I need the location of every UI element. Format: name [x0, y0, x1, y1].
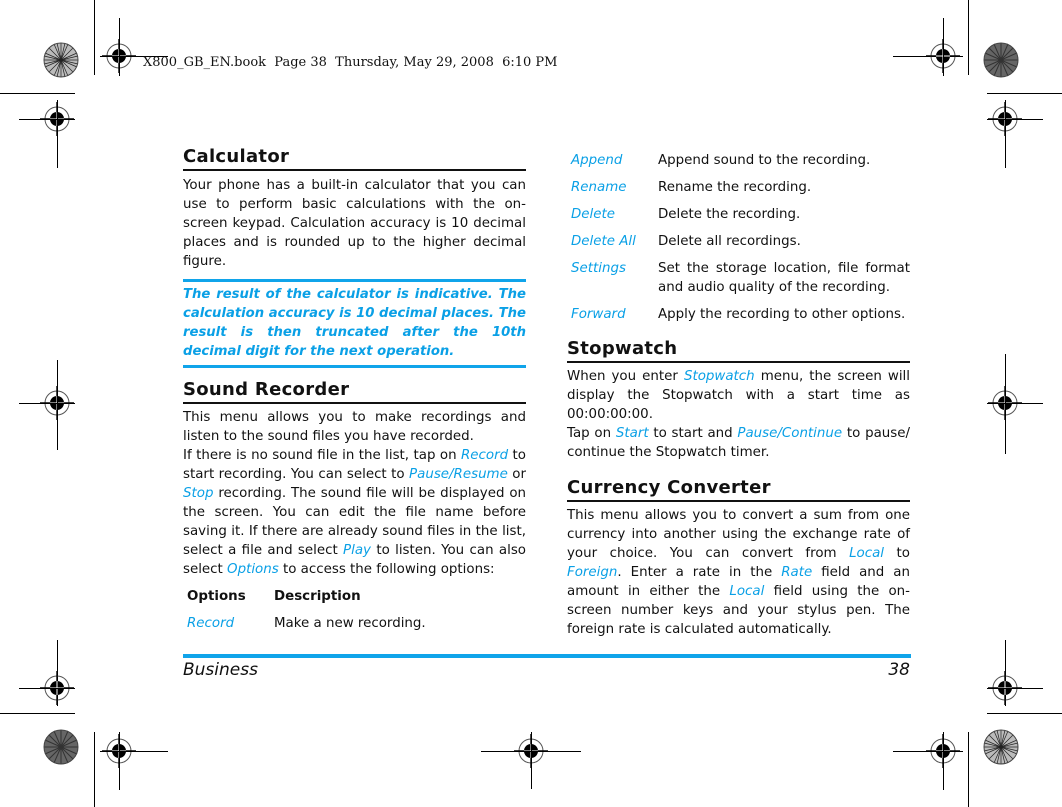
crop-line — [119, 18, 120, 76]
starburst-mark-icon — [983, 42, 1019, 78]
text: . Enter a rate in the — [617, 565, 782, 580]
text: field using the on-screen number keys and your stylus pen. The foreign rate is calculated automatically. — [567, 584, 910, 637]
right-column — [567, 151, 910, 639]
footer-rule — [183, 654, 911, 658]
option-description: Apply the recording to other options. — [658, 307, 906, 322]
calculator-note — [183, 279, 526, 368]
text: or — [507, 467, 526, 482]
option-description: Append sound to the recording. — [658, 153, 871, 168]
text: recording. The sound file will be displayed on the screen. You can edit the file name before saving it. If there are already sound files in the list, select a file and select — [183, 486, 526, 558]
options-keyword: Options — [227, 562, 279, 577]
option-description: Make a new recording. — [274, 616, 426, 631]
starburst-mark-icon — [43, 729, 79, 765]
start-keyword: Start — [615, 426, 649, 441]
slash: / — [449, 467, 454, 482]
options-column-header: Options — [187, 589, 246, 604]
crop-line — [1005, 354, 1006, 454]
sound-recorder-intro: This menu allows you to make recordings and listen to the sound files you have recorded. — [183, 410, 526, 444]
crop-line — [94, 732, 95, 807]
text: to start and — [648, 426, 738, 441]
play-keyword: Play — [343, 543, 371, 558]
crop-line — [19, 119, 75, 120]
crop-line — [968, 0, 969, 75]
footer-section-name: Business — [183, 660, 258, 680]
option-name: Append — [571, 153, 623, 168]
currency-converter-body — [567, 506, 910, 639]
stopwatch-section — [567, 338, 910, 462]
text: to start recording. You can select to — [183, 448, 526, 482]
crop-line — [19, 688, 75, 689]
calculator-note-text: The result of the calculator is indicative. The calculation accuracy is 10 decimal places. The result is then truncated after the 10th decimal digit for the next operation. — [183, 287, 526, 359]
table-row — [571, 259, 910, 297]
crop-line — [987, 93, 1062, 94]
starburst-mark-icon — [43, 42, 79, 78]
sound-recorder-heading: Sound Recorder — [183, 379, 526, 404]
text: If there is no sound file in the list, tap on — [183, 448, 461, 463]
description-column-header: Description — [274, 589, 361, 604]
option-name: Forward — [571, 307, 626, 322]
options-table-header — [187, 587, 526, 606]
currency-converter-heading: Currency Converter — [567, 477, 910, 502]
text: to — [884, 546, 910, 561]
table-row — [187, 614, 526, 633]
crop-line — [19, 403, 75, 404]
text: to access the following options: — [278, 562, 495, 577]
crop-line — [1005, 100, 1006, 168]
crop-line — [943, 18, 944, 76]
continue-keyword: Continue — [781, 426, 843, 441]
table-row — [571, 205, 910, 224]
table-row — [571, 232, 910, 251]
text: Tap on — [567, 426, 616, 441]
sound-recorder-section — [183, 379, 526, 633]
currency-converter-section — [567, 477, 910, 639]
options-table — [183, 587, 526, 633]
page-number: 38 — [888, 660, 910, 680]
option-name: Delete — [571, 207, 615, 222]
text: to pause/ continue the Stopwatch timer. — [567, 426, 910, 460]
option-name: Delete All — [571, 234, 636, 249]
resume-keyword: Resume — [453, 467, 508, 482]
option-description: Delete the recording. — [658, 207, 801, 222]
pause-keyword: Pause — [409, 467, 450, 482]
crop-line — [943, 732, 944, 790]
stopwatch-body-1 — [567, 367, 910, 424]
option-description: Delete all recordings. — [658, 234, 801, 249]
stop-keyword: Stop — [183, 486, 214, 501]
pause-keyword: Pause — [737, 426, 778, 441]
options-table-continued — [567, 151, 910, 324]
calculator-heading: Calculator — [183, 146, 526, 171]
print-slug: X800_GB_EN.book Page 38 Thursday, May 29, 2008 6:10 PM — [143, 55, 558, 70]
slash: / — [777, 426, 782, 441]
crop-line — [531, 732, 532, 789]
crop-line — [987, 688, 1043, 689]
crop-line — [968, 732, 969, 807]
crop-line — [57, 360, 58, 450]
option-name: Settings — [571, 261, 626, 276]
option-name: Rename — [571, 180, 627, 195]
table-row — [571, 151, 910, 170]
text: field and an amount in either the — [567, 565, 910, 599]
option-description: Set the storage location, file format and audio quality of the recording. — [658, 261, 910, 295]
rate-keyword: Rate — [781, 565, 813, 580]
crop-line — [100, 751, 168, 752]
text: to listen. You can also select — [183, 543, 526, 577]
crop-line — [57, 100, 58, 168]
text: This menu allows you to convert a sum from one currency into another using the exchange rate of your choice. You can convert from — [567, 508, 910, 561]
local-keyword: Local — [729, 584, 765, 599]
calculator-body: Your phone has a built-in calculator that you can use to perform basic calculations with the on-screen keypad. Calculation accuracy is 10 decimal places and is rounded up to the higher decimal figure. — [183, 178, 526, 269]
table-row — [571, 305, 910, 324]
crop-line — [119, 732, 120, 790]
crop-line — [0, 93, 75, 94]
local-keyword: Local — [849, 546, 885, 561]
stopwatch-body-2 — [567, 424, 910, 462]
stopwatch-keyword: Stopwatch — [683, 369, 755, 384]
foreign-keyword: Foreign — [567, 565, 618, 580]
crop-line — [0, 713, 75, 714]
crop-line — [987, 403, 1043, 404]
text: menu, the screen will display the Stopwatch with a start time as 00:00:00:00. — [567, 369, 911, 422]
option-description: Rename the recording. — [658, 180, 812, 195]
text: When you enter — [567, 369, 684, 384]
option-name: Record — [187, 616, 235, 631]
crop-line — [893, 751, 963, 752]
starburst-mark-icon — [983, 729, 1019, 765]
crop-line — [987, 713, 1062, 714]
record-keyword: Record — [461, 448, 509, 463]
crop-line — [94, 0, 95, 75]
left-column — [183, 146, 526, 633]
sound-recorder-instructions — [183, 446, 526, 579]
table-row — [571, 178, 910, 197]
stopwatch-heading: Stopwatch — [567, 338, 910, 363]
crop-line — [987, 119, 1043, 120]
calculator-section — [183, 146, 526, 368]
